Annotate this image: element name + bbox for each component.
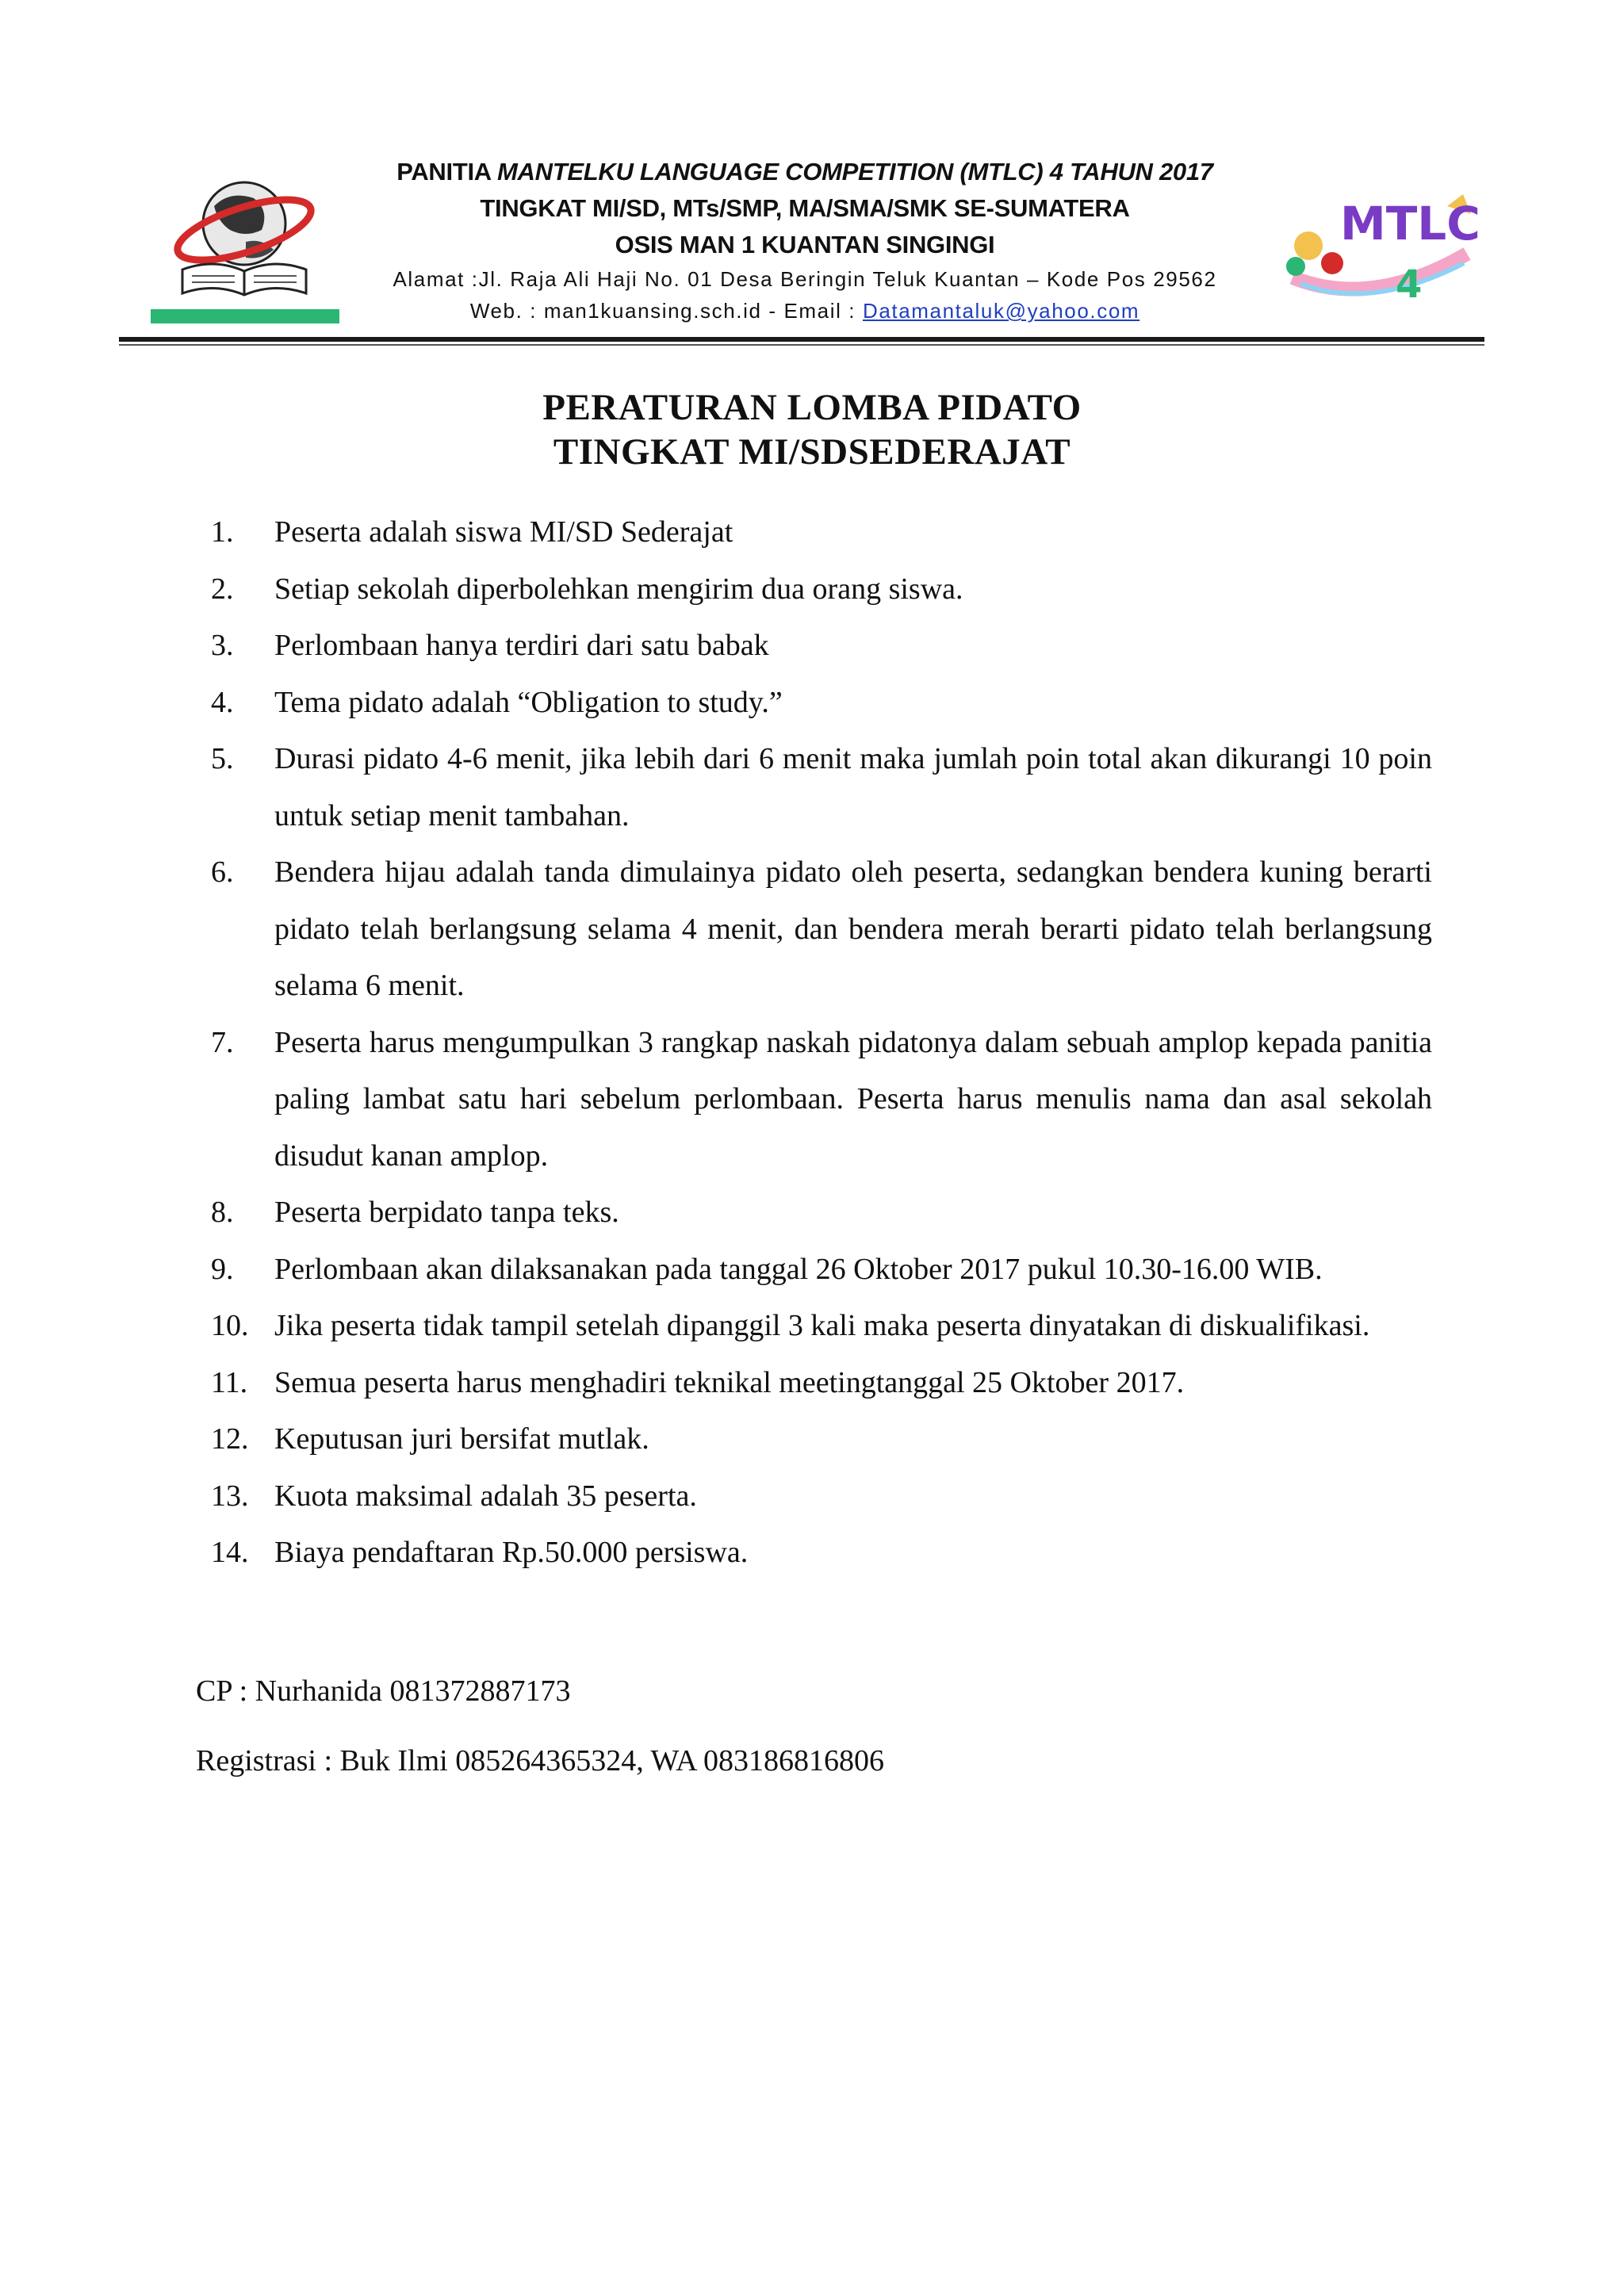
rule-item [211,844,1432,1015]
rule-item [211,1411,1432,1468]
rule-text: Perlombaan akan dilaksanakan pada tanggal 26 Oktober 2017 pukul 10.30-16.00 WIB. [274,1252,1323,1286]
rule-text: Tema pidato adalah “Obligation to study.” [274,685,783,719]
mtlc-logo [1277,190,1483,309]
rule-item [211,618,1432,675]
rule-text: Peserta berpidato tanpa teks. [274,1196,619,1229]
rule-text: Setiap sekolah diperbolehkan mengirim dua orang siswa. [274,572,963,606]
registration-contact: Registrasi : Buk Ilmi 085264365324, WA 083186816806 [196,1744,885,1777]
rule-text: Biaya pendaftaran Rp.50.000 persiswa. [274,1536,749,1569]
contact-person: CP : Nurhanida 081372887173 [196,1674,571,1708]
rule-item [211,1298,1432,1355]
rule-text: Peserta adalah siswa MI/SD Sederajat [274,515,733,549]
mtlc-logo-number: 4 [1396,262,1423,307]
committee-line [349,154,1261,190]
rules-list [211,504,1432,1582]
document-title [0,385,1624,474]
rule-number: 9. [211,1252,234,1286]
rule-item [211,1355,1432,1412]
rule-number: 11. [211,1365,248,1399]
rule-text: Bendera hijau adalah tanda dimulainya pidato oleh peserta, sedangkan bendera kuning berarti pidato telah berlangsung selama 4 menit, dan bendera merah berarti pidato telah berlangsung selama 6 menit. [274,855,1432,1002]
rule-number: 6. [211,855,234,889]
letterhead-text [349,154,1261,327]
rule-text: Peserta harus mengumpulkan 3 rangkap naskah pidatonya dalam sebuah amplop kepada panitia paling lambat satu hari sebelum perlombaan. Peserta harus menulis nama dan asal sekolah disudut kanan amplop. [274,1025,1432,1173]
web-label: Web. : man1kuansing.sch.id - Email : [469,299,863,323]
organizer-line: OSIS MAN 1 KUANTAN SINGINGI [615,231,995,258]
letterhead [119,143,1483,345]
rule-number: 12. [211,1422,249,1456]
rule-item [211,561,1432,618]
letterhead-divider-thin [119,344,1484,346]
address-line: Alamat :Jl. Raja Ali Haji No. 01 Desa Beringin Teluk Kuantan – Kode Pos 29562 [393,267,1217,291]
rule-number: 1. [211,515,234,549]
rule-number: 13. [211,1479,249,1513]
committee-prefix: PANITIA [396,158,498,186]
rule-item [211,675,1432,732]
web-email-line [349,295,1261,327]
rule-item [211,731,1432,844]
rule-number: 2. [211,572,234,606]
rule-text: Kuota maksimal adalah 35 peserta. [274,1479,697,1513]
rule-text: Perlombaan hanya terdiri dari satu babak [274,629,769,662]
rule-item [211,1468,1432,1525]
rule-number: 4. [211,685,234,719]
title-line-1: PERATURAN LOMBA PIDATO [542,387,1082,428]
rule-item [211,1242,1432,1299]
rule-text: Durasi pidato 4-6 menit, jika lebih dari 6 menit maka jumlah poin total akan dikurangi 10 poin untuk setiap menit tambahan. [274,742,1432,832]
rule-item [211,1184,1432,1242]
rule-number: 5. [211,742,234,775]
rule-number: 10. [211,1309,249,1342]
rule-text: Semua peserta harus menghadiri teknikal meetingtanggal 25 Oktober 2017. [274,1365,1185,1399]
title-line-2: TINGKAT MI/SDSEDERAJAT [553,431,1071,473]
rule-item [211,1525,1432,1582]
rule-text: Jika peserta tidak tampil setelah dipanggil 3 kali maka peserta dinyatakan di diskualifikasi. [274,1309,1370,1342]
rule-number: 7. [211,1025,234,1059]
rule-number: 3. [211,629,234,662]
rule-text: Keputusan juri bersifat mutlak. [274,1422,649,1456]
letterhead-divider-thick [119,337,1484,342]
rule-item [211,1015,1432,1185]
competition-name: MANTELKU LANGUAGE COMPETITION (MTLC) 4 TAHUN 2017 [497,158,1213,186]
rule-number: 8. [211,1196,234,1229]
rule-item [211,504,1432,561]
email-link[interactable]: Datamantaluk@yahoo.com [862,299,1140,323]
level-line: TINGKAT MI/SD, MTs/SMP, MA/SMA/SMK SE-SUMATERA [480,194,1130,222]
mtlc-logo-text: MTLC [1340,197,1480,251]
rule-number: 14. [211,1536,249,1569]
school-logo [151,174,341,325]
